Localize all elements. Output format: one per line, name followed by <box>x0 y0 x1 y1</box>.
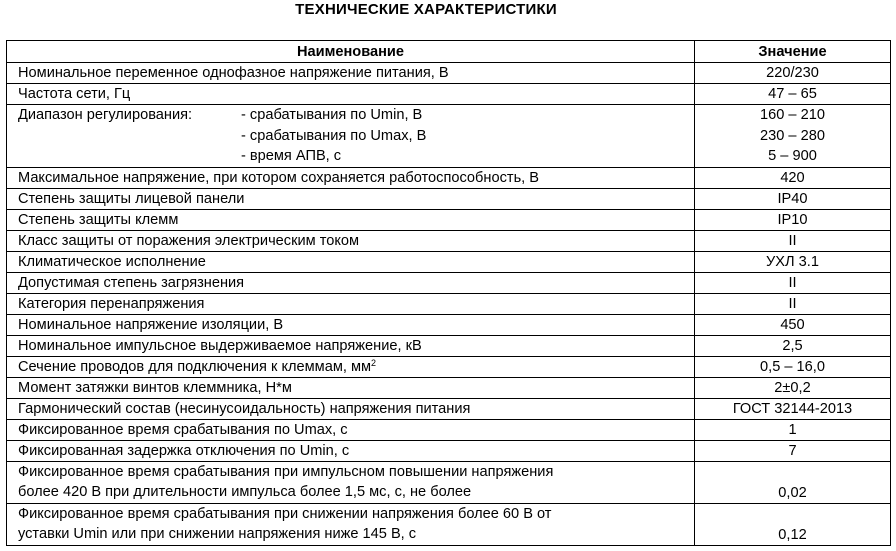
row-name: Номинальное импульсное выдерживаемое напряжение, кВ <box>7 335 695 356</box>
table-row <box>7 230 891 251</box>
row-name: Фиксированное время срабатывания по Umax, с <box>7 419 695 440</box>
row-name-line: Фиксированное время срабатывания при импульсном повышении напряжения <box>18 464 554 480</box>
table-row <box>7 440 891 461</box>
row-name: Момент затяжки винтов клеммника, Н*м <box>7 377 695 398</box>
table-row <box>7 251 891 272</box>
table-row <box>7 314 891 335</box>
row-name <box>7 356 695 377</box>
range-value-apv: 5 – 900 <box>768 148 817 164</box>
row-value: 0,12 <box>695 503 891 545</box>
row-value: 1 <box>695 419 891 440</box>
table-row <box>7 377 891 398</box>
table-row-multiline <box>7 503 891 545</box>
wire-unit-exponent: 2 <box>371 357 377 368</box>
row-name: Степень защиты клемм <box>7 209 695 230</box>
table-row <box>7 335 891 356</box>
row-value: II <box>695 230 891 251</box>
row-name <box>7 503 695 545</box>
table-row <box>7 419 891 440</box>
row-value: 0,5 – 16,0 <box>695 356 891 377</box>
row-name: Допустимая степень загрязнения <box>7 272 695 293</box>
row-value: 450 <box>695 314 891 335</box>
row-value: ГОСТ 32144-2013 <box>695 398 891 419</box>
table-row-multiline <box>7 461 891 503</box>
range-label: Диапазон регулирования: <box>18 107 193 123</box>
row-value: УХЛ 3.1 <box>695 251 891 272</box>
table-row <box>7 188 891 209</box>
range-row <box>7 105 891 168</box>
row-value: IP40 <box>695 188 891 209</box>
header-value: Значение <box>695 41 891 63</box>
specs-table <box>6 40 891 546</box>
row-value: 220/230 <box>695 63 891 84</box>
row-name: Максимальное напряжение, при котором сохраняется работоспособность, В <box>7 167 695 188</box>
row-name: Класс защиты от поражения электрическим током <box>7 230 695 251</box>
table-row <box>7 167 891 188</box>
range-item-apv: - время АПВ, с <box>241 148 342 164</box>
row-name: Степень защиты лицевой панели <box>7 188 695 209</box>
row-name-line: уставки Umin или при снижении напряжения ниже 145 В, с <box>18 526 417 542</box>
row-value: 2,5 <box>695 335 891 356</box>
row-value: 0,02 <box>695 461 891 503</box>
range-value-cell <box>695 105 891 168</box>
row-value: 2±0,2 <box>695 377 891 398</box>
row-name <box>7 461 695 503</box>
row-name: Категория перенапряжения <box>7 293 695 314</box>
page-title: ТЕХНИЧЕСКИЕ ХАРАКТЕРИСТИКИ <box>295 1 557 18</box>
row-name: Гармонический состав (несинусоидальность) напряжения питания <box>7 398 695 419</box>
table-row <box>7 272 891 293</box>
range-item-umin: - срабатывания по Umin, В <box>241 107 423 123</box>
range-value-umin: 160 – 210 <box>760 107 825 123</box>
row-value: 7 <box>695 440 891 461</box>
row-value: IP10 <box>695 209 891 230</box>
row-value: 47 – 65 <box>695 84 891 105</box>
range-value-umax: 230 – 280 <box>760 127 825 144</box>
row-name: Фиксированная задержка отключения по Umin, с <box>7 440 695 461</box>
row-value: II <box>695 293 891 314</box>
row-name: Климатическое исполнение <box>7 251 695 272</box>
table-row <box>7 63 891 84</box>
wire-label: Сечение проводов для подключения к клеммам, мм <box>18 358 372 375</box>
table-row <box>7 209 891 230</box>
header-name: Наименование <box>7 41 695 63</box>
range-item-umax: - срабатывания по Umax, В <box>241 127 427 144</box>
row-name: Номинальное напряжение изоляции, В <box>7 314 695 335</box>
table-row <box>7 84 891 105</box>
table-row <box>7 356 891 377</box>
row-value: 420 <box>695 167 891 188</box>
range-name-cell <box>7 105 695 168</box>
table-header-row <box>7 41 891 63</box>
table-row <box>7 293 891 314</box>
row-name: Номинальное переменное однофазное напряжение питания, В <box>7 63 695 84</box>
row-name-line: Фиксированное время срабатывания при снижении напряжения более 60 В от <box>18 506 552 522</box>
row-name-line: более 420 В при длительности импульса более 1,5 мс, с, не более <box>18 484 472 500</box>
row-value: II <box>695 272 891 293</box>
row-name: Частота сети, Гц <box>7 84 695 105</box>
table-row <box>7 398 891 419</box>
